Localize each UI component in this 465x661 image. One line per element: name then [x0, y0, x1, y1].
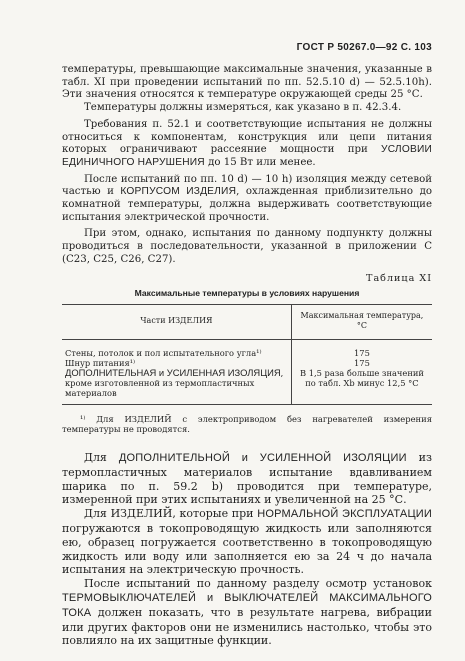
paragraph-immersion: Для ИЗДЕЛИЙ, которые при НОРМАЛЬНОЙ ЭКСПЛУАТАЦИИ погружаются в токопроводящую жидкость или заполняются ею, образец погружается соответственно в токопроводящую жидкость или воду или заполняется ею за 24 ч до начала испытания на электрическую прочность.: [62, 507, 432, 577]
table-title: Максимальные температуры в условиях нарушения: [134, 288, 360, 299]
table-header-max-temp: Максимальная температура, °С: [291, 304, 432, 339]
table-footnote: ¹⁾ Для ИЗДЕЛИЙ с электроприводом без нагревателей измерения температуры не проводятся.: [62, 413, 432, 435]
table-row: [62, 339, 432, 358]
table-cell-part: Стены, потолок и пол испытательного угла¹⁾: [62, 339, 291, 358]
paragraph-requirements: Требования п. 52.1 и соответствующие испытания не должны относиться к компонентам, конструкция или цепи питания которых ограничивают рассеяние мощности при УСЛОВИИ ЕДИНИЧНОГО НАРУШЕНИЯ до 15 Вт или менее.: [62, 118, 432, 168]
table-label: Таблица XI: [366, 272, 432, 284]
table-cell-part: Шнур питания¹⁾: [62, 358, 291, 368]
running-head: ГОСТ Р 50267.0—92 С. 103: [296, 42, 432, 53]
table-header-row: [62, 304, 432, 339]
table-row: [62, 368, 432, 405]
temperature-table: [62, 304, 432, 405]
paragraph-temperatures: температуры, превышающие максимальные значения, указанные в табл. XI при проведении испытаний по пп. 52.5.10 d) — 52.5.10h). Эти значения относятся к температуре окружающей среды 25 °С.: [62, 64, 432, 101]
paragraph-after-tests: После испытаний по пп. 10 d) — 10 h) изоляция между сетевой частью и КОРПУСОМ ИЗДЕЛИЯ, охлажденная приблизительно до комнатной температуры, должна выдерживать соответствующие испытания электрической прочности.: [62, 173, 432, 223]
table-cell-value: 175: [354, 347, 370, 358]
paragraph-inspection: После испытаний по данному разделу осмотр установок ТЕРМОВЫКЛЮЧАТЕЛЕЙ и ВЫКЛЮЧАТЕЛЕЙ МАКСИМАЛЬНОГО ТОКА должен показать, что в результате нагрева, вибрации или других факторов они не изменились настолько, чтобы это повлияло на их защитные функции.: [62, 577, 432, 648]
table-cell-value: 175: [354, 357, 370, 368]
paragraph-sequence: При этом, однако, испытания по данному подпункту должны проводиться в последовательности, указанной в приложении С (С23, С25, С26, С27).: [62, 228, 432, 265]
page-body: [62, 64, 432, 648]
table-cell-part: ДОПОЛНИТЕЛЬНАЯ и УСИЛЕННАЯ ИЗОЛЯЦИЯ, кроме изготовленной из термопластичных материалов: [62, 368, 291, 405]
table-cell-value: В 1,5 раза больше значений по табл. Хb минус 12,5 °С: [291, 368, 432, 405]
table-header-parts: Части ИЗДЕЛИЯ: [62, 304, 291, 339]
paragraph-insulation: Для ДОПОЛНИТЕЛЬНОЙ и УСИЛЕННОЙ ИЗОЛЯЦИИ из термопластичных материалов испытание вдавливанием шарика по п. 59.2 b) проводится при температуре, измеренной при этих испытаниях и увеличенной на 25 °С.: [62, 450, 433, 507]
paragraph-measurement: Температуры должны измеряться, как указано в п. 42.3.4.: [84, 102, 402, 114]
